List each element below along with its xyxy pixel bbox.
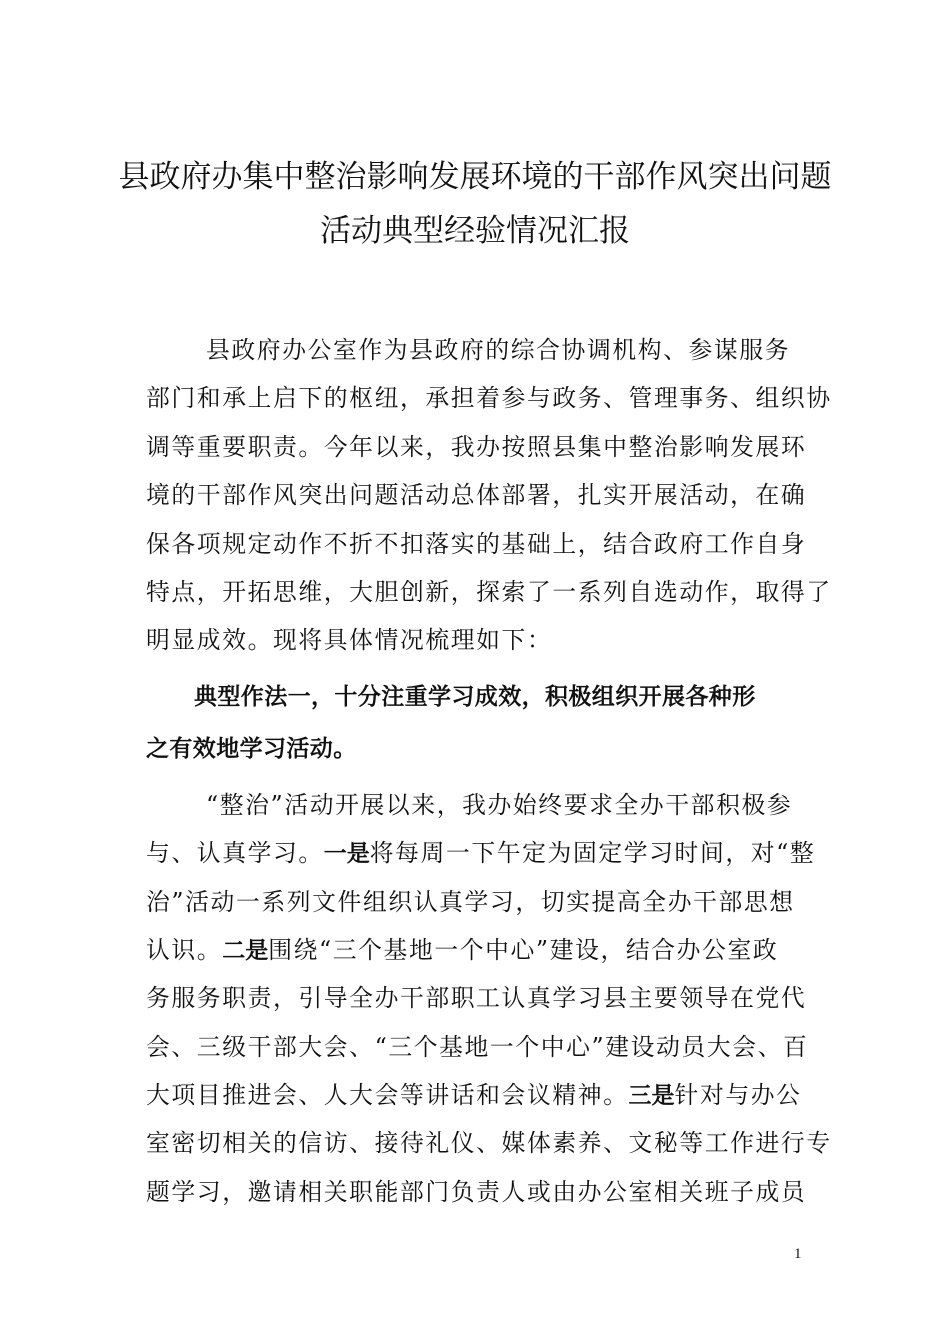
intro-line: 境的干部作风突出问题活动总体部署，扎实开展活动，在确 — [146, 481, 807, 510]
paragraph-line: 治”活动一系列文件组织认真学习，切实提高全办干部思想 — [146, 887, 795, 916]
paragraph-text: 大项目推进会、人大会等讲话和会议精神。 — [146, 1081, 629, 1110]
page-number: 1 — [794, 1246, 802, 1262]
paragraph-line: 会、三级干部大会、“三个基地一个中心”建设动员大会、百 — [146, 1032, 809, 1061]
intro-line: 调等重要职责。今年以来，我办按照县集中整治影响发展环 — [146, 432, 807, 461]
section-heading-line-2: 之有效地学习活动。 — [146, 735, 357, 762]
document-body — [146, 326, 832, 1216]
paragraph-line — [146, 1071, 806, 1119]
paragraph-text: 将每周一下午定为固定学习时间，对“整 — [369, 839, 816, 868]
paragraph-text: 针对与办公 — [674, 1081, 802, 1110]
section-heading-line-1: 典型作法一，十分注重学习成效，积极组织开展各种形 — [194, 683, 756, 710]
paragraph-line — [146, 829, 816, 877]
paragraph-text: 围绕“三个基地一个中心”建设，结合办公室政 — [268, 935, 779, 964]
paragraph-text: 认识。 — [146, 935, 223, 964]
paragraph-line: 题学习，邀请相关职能部门负责人或由办公室相关班子成员 — [146, 1177, 807, 1206]
emphasis-marker: 一是 — [323, 841, 370, 868]
intro-line: 特点，开拓思维，大胆创新，探索了一系列自选动作，取得了 — [146, 577, 832, 606]
section-paragraph — [146, 781, 832, 1217]
paragraph-line: “整治”活动开展以来，我办始终要求全办干部积极参 — [206, 790, 793, 819]
intro-line: 部门和承上启下的枢纽，承担着参与政务、管理事务、组织协 — [146, 384, 832, 413]
title-line-1: 县政府办集中整治影响发展环境的干部作风突出问题 — [118, 159, 832, 195]
paragraph-line: 务服务职责，引导全办干部职工认真学习县主要领导在党代 — [146, 984, 807, 1013]
document-title — [100, 150, 850, 258]
paragraph-line — [146, 926, 806, 974]
paragraph-line: 室密切相关的信访、接待礼仪、媒体素养、文秘等工作进行专 — [146, 1129, 832, 1158]
intro-line: 保各项规定动作不折不扣落实的基础上，结合政府工作自身 — [146, 529, 807, 558]
emphasis-marker: 二是 — [222, 937, 269, 964]
section-heading — [146, 671, 806, 775]
emphasis-marker: 三是 — [628, 1083, 675, 1110]
title-line-2: 活动典型经验情况汇报 — [320, 213, 630, 249]
intro-line: 明显成效。现将具体情况梳理如下： — [146, 626, 553, 655]
intro-paragraph — [146, 326, 832, 665]
paragraph-text: 与、认真学习。 — [146, 839, 324, 868]
intro-line: 县政府办公室作为县政府的综合协调机构、参谋服务 — [206, 336, 791, 364]
